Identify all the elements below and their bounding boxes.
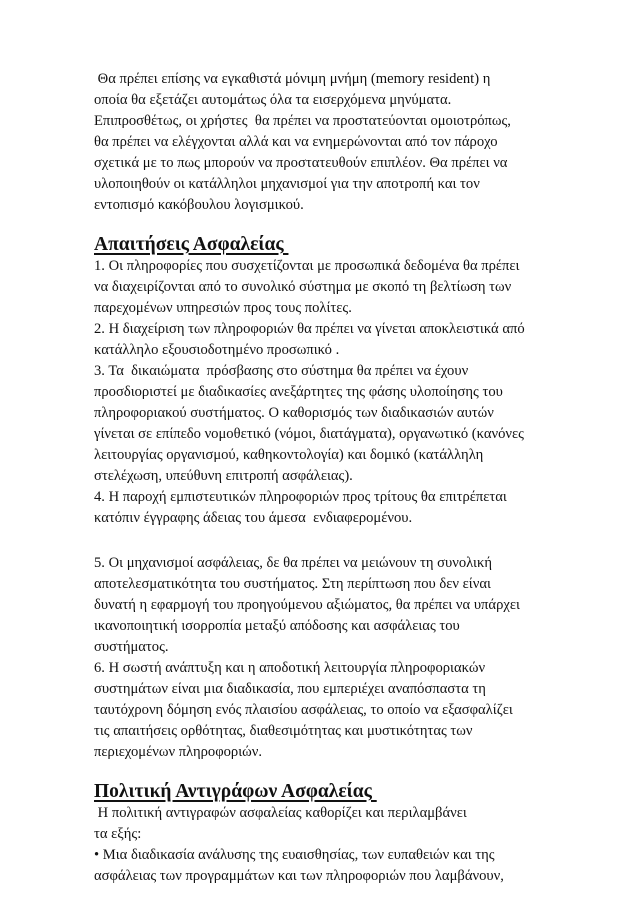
text-line: να διαχειρίζονται από το συνολικό σύστημα με σκοπό τη βελτίωση των: [94, 279, 512, 295]
text-line: προσδιοριστεί με διαδικασίες ανεξάρτητες της φάσης υλοποίησης του: [94, 384, 503, 400]
text-line: παρεχομένων υπηρεσιών προς τους πολίτες.: [94, 300, 352, 316]
text-line: ταυτόχρονη δόμηση ενός πλαισίου ασφάλειας, το οποίο να εξασφαλίζει: [94, 702, 513, 718]
text-line: 1. Οι πληροφορίες που συσχετίζονται με προσωπικά δεδομένα θα πρέπει: [94, 258, 520, 274]
text-line: 3. Τα δικαιώματα πρόσβασης στο σύστημα θα πρέπει να έχουν: [94, 363, 469, 379]
text-line: Η πολιτική αντιγραφών ασφαλείας καθορίζει και περιλαμβάνει: [94, 805, 467, 821]
text-line: αποτελεσματικότητα του συστήματος. Στη περίπτωση που δεν είναι: [94, 576, 491, 592]
text-line: εντοπισμό κακόβουλου λογισμικού.: [94, 197, 304, 213]
text-line: συστήματος.: [94, 639, 169, 655]
text-line: σχετικά με το πως μπορούν να προστατευθούν επιπλέον. Θα πρέπει να: [94, 155, 508, 171]
text-line: τα εξής:: [94, 826, 142, 842]
section-heading-security-requirements: Απαιτήσεις Ασφαλείας: [94, 234, 289, 255]
text-line: υλοποιηθούν οι κατάλληλοι μηχανισμοί για την αποτροπή και τον: [94, 176, 480, 192]
text-line: τις απαιτήσεις ορθότητας, διαθεσιμότητας και μυστικότητας των: [94, 723, 473, 739]
section-heading-backup-policy: Πολιτική Αντιγράφων Ασφαλείας: [94, 781, 377, 802]
text-line: ασφάλειας των προγραμμάτων και των πληροφοριών που λαμβάνουν,: [94, 868, 504, 884]
text-line: οποία θα εξετάζει αυτομάτως όλα τα εισερχόμενα μηνύματα.: [94, 92, 452, 108]
text-line: ικανοποιητική ισορροπία μεταξύ απόδοσης και ασφάλειας του: [94, 618, 460, 634]
text-line: συστημάτων είναι μια διαδικασία, που εμπεριέχει αναπόσπαστα τη: [94, 681, 486, 697]
text-line: 6. Η σωστή ανάπτυξη και η αποδοτική λειτουργία πληροφοριακών: [94, 660, 486, 676]
text-line: 2. Η διαχείριση των πληροφοριών θα πρέπει να γίνεται αποκλειστικά από: [94, 321, 525, 337]
text-line: 5. Οι μηχανισμοί ασφάλειας, δε θα πρέπει να μειώνουν τη συνολική: [94, 555, 492, 571]
text-line: θα πρέπει να ελέγχονται αλλά και να ενημερώνονται από τον πάροχο: [94, 134, 498, 150]
text-line: πληροφοριακού συστήματος. Ο καθορισμός των διαδικασιών αυτών: [94, 405, 494, 421]
text-line: δυνατή η εφαρμογή του προηγούμενου αξιώματος, θα πρέπει να υπάρχει: [94, 597, 520, 613]
text-line: Θα πρέπει επίσης να εγκαθιστά μόνιμη μνήμη (memory resident) η: [94, 71, 491, 87]
text-line: λειτουργίας οργανισμού, καθηκοντολογία) και δομικό (κατάλληλη: [94, 447, 484, 463]
text-line: στελέχωση, υπεύθυνη επιτροπή ασφάλειας).: [94, 468, 353, 484]
text-line: κατάλληλο εξουσιοδοτημένο προσωπικό .: [94, 342, 340, 358]
text-line: Επιπροσθέτως, οι χρήστες θα πρέπει να προστατεύονται ομοιοτρόπως,: [94, 113, 511, 129]
text-line: 4. Η παροχή εμπιστευτικών πληροφοριών προς τρίτους θα επιτρέπεται: [94, 489, 507, 505]
text-line: περιεχομένων πληροφοριών.: [94, 744, 262, 760]
text-line: γίνεται σε επίπεδο νομοθετικό (νόμοι, διατάγματα), οργανωτικό (κανόνες: [94, 426, 524, 442]
text-line: • Μια διαδικασία ανάλυσης της ευαισθησίας, των ευπαθειών και της: [94, 847, 495, 863]
text-line: κατόπιν έγγραφης άδειας του άμεσα ενδιαφερομένου.: [94, 510, 413, 526]
